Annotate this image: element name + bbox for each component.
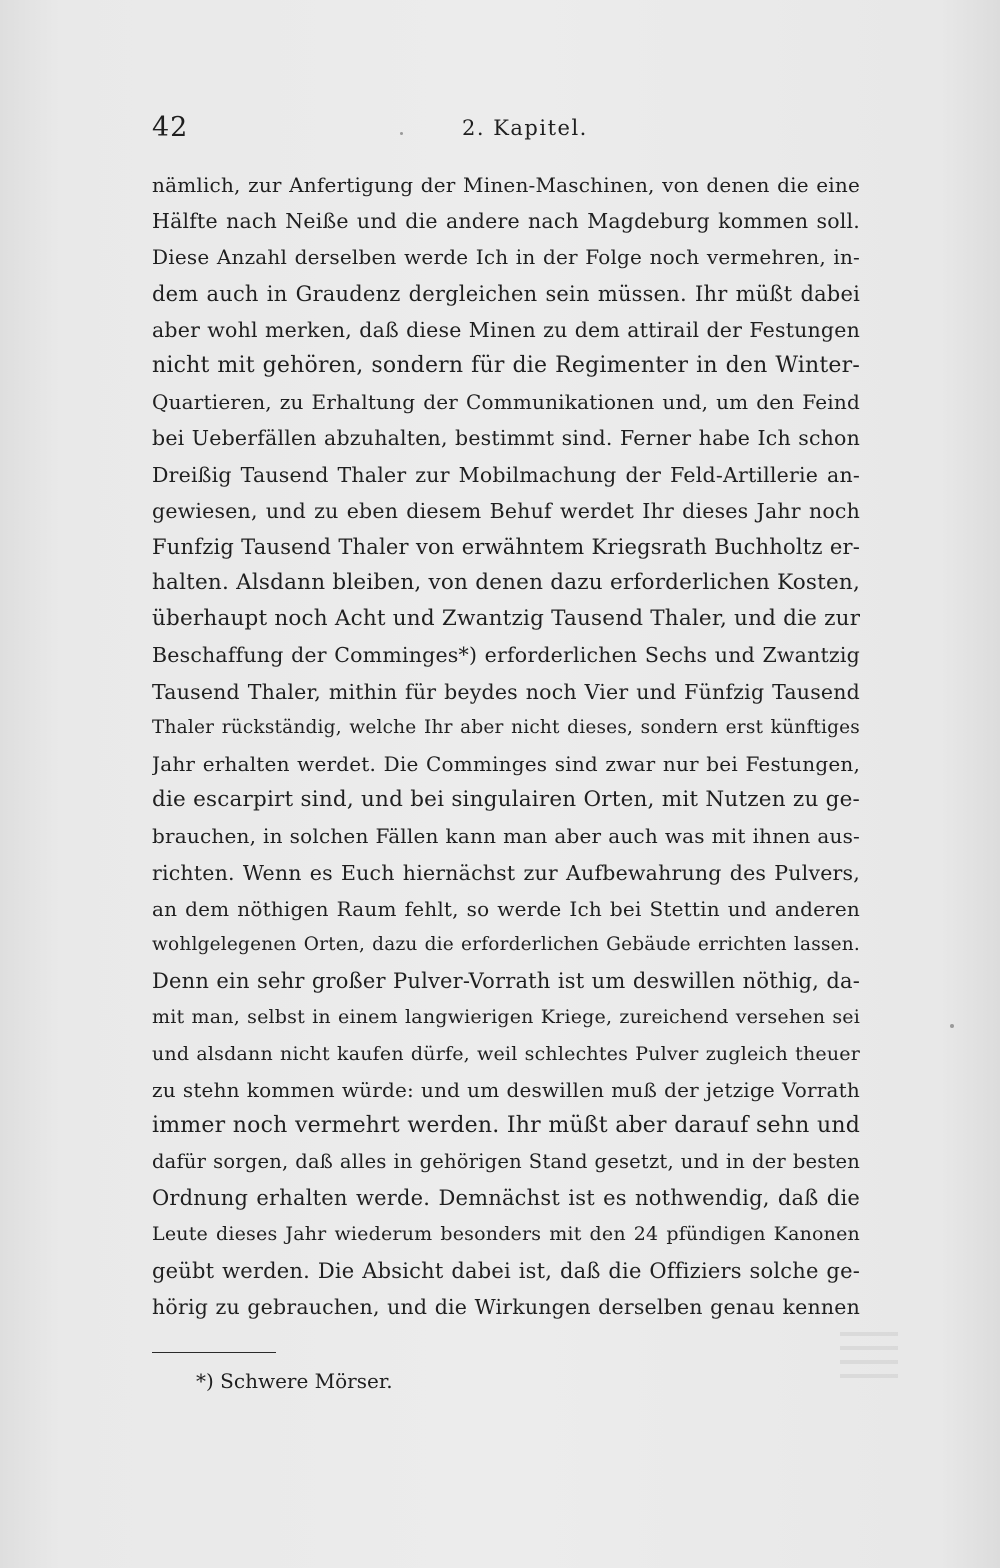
paper-speck <box>950 1024 954 1028</box>
text-line: dafür sorgen, daß alles in gehörigen Stand gesetzt, und in der besten <box>152 1150 860 1174</box>
text-line: aber wohl merken, daß diese Minen zu dem attirail der Festungen <box>152 317 860 342</box>
text-line: die escarpirt sind, und bei singulairen Orten, mit Nutzen zu ge- <box>152 787 860 813</box>
text-line: Tausend Thaler, mithin für beydes noch Vier und Fünfzig Tausend <box>152 679 860 704</box>
text-line: brauchen, in solchen Fällen kann man aber auch was mit ihnen aus- <box>152 824 860 849</box>
text-line: Funfzig Tausend Thaler von erwähntem Kriegsrath Buchholtz er- <box>152 534 860 559</box>
text-line: Quartieren, zu Erhaltung der Communikationen und, um den Feind <box>152 390 860 415</box>
paper-speck <box>400 132 403 135</box>
text-line: bei Ueberfällen abzuhalten, bestimmt sind. Ferner habe Ich schon <box>152 426 860 451</box>
text-line: halten. Alsdann bleiben, von denen dazu erforderlichen Kosten, <box>152 570 860 596</box>
text-line: Diese Anzahl derselben werde Ich in der Folge noch vermehren, in- <box>152 245 860 270</box>
text-line: überhaupt noch Acht und Zwantzig Tausend Thaler, und die zur <box>152 606 860 632</box>
text-line: Thaler rückständig, welche Ihr aber nicht dieses, sondern erst künftiges <box>152 716 860 738</box>
text-line: Jahr erhalten werdet. Die Comminges sind zwar nur bei Festungen, <box>152 752 860 776</box>
text-line: Denn ein sehr großer Pulver-Vorrath ist um deswillen nöthig, da- <box>152 969 860 994</box>
page-number: 42 <box>152 112 189 143</box>
text-line: geübt werden. Die Absicht dabei ist, daß die Offiziers solche ge- <box>152 1258 860 1283</box>
text-line: dem auch in Graudenz dergleichen sein müssen. Ihr müßt dabei <box>152 281 860 306</box>
text-line: und alsdann nicht kaufen dürfe, weil schlechtes Pulver zugleich theuer <box>152 1042 860 1065</box>
footnote-divider <box>152 1352 276 1353</box>
text-line: gewiesen, und zu eben diesem Behuf werdet Ihr dieses Jahr noch <box>152 498 860 523</box>
text-line: Beschaffung der Comminges*) erforderlichen Sechs und Zwantzig <box>152 643 860 668</box>
text-line: immer noch vermehrt werden. Ihr müßt aber darauf sehn und <box>152 1112 860 1138</box>
text-line: hörig zu gebrauchen, und die Wirkungen derselben genau kennen <box>152 1294 860 1319</box>
text-line: nicht mit gehören, sondern für die Regimenter in den Winter- <box>152 352 860 378</box>
text-line: Ordnung erhalten werde. Demnächst ist es nothwendig, daß die <box>152 1186 860 1211</box>
text-line: nämlich, zur Anfertigung der Minen-Maschinen, von denen die eine <box>152 173 860 197</box>
text-line: an dem nöthigen Raum fehlt, so werde Ich bei Stettin und anderen <box>152 896 860 921</box>
show-through-bleed <box>840 1322 898 1386</box>
text-line: richten. Wenn es Euch hiernächst zur Aufbewahrung des Pulvers, <box>152 860 860 885</box>
chapter-heading: 2. Kapitel. <box>462 116 588 140</box>
body-text <box>152 167 860 1325</box>
text-line: wohlgelegenen Orten, dazu die erforderlichen Gebäude errichten lassen. <box>152 933 860 955</box>
text-line: Leute dieses Jahr wiederum besonders mit den 24 pfündigen Kanonen <box>152 1223 860 1246</box>
text-line: mit man, selbst in einem langwierigen Kriege, zureichend versehen sei <box>152 1006 860 1029</box>
text-line: Dreißig Tausend Thaler zur Mobilmachung der Feld-Artillerie an- <box>152 462 860 487</box>
footnote: *) Schwere Mörser. <box>196 1369 393 1393</box>
text-line: Hälfte nach Neiße und die andere nach Magdeburg kommen soll. <box>152 209 860 234</box>
text-line: zu stehn kommen würde: und um deswillen muß der jetzige Vorrath <box>152 1077 860 1102</box>
running-head <box>152 112 862 152</box>
